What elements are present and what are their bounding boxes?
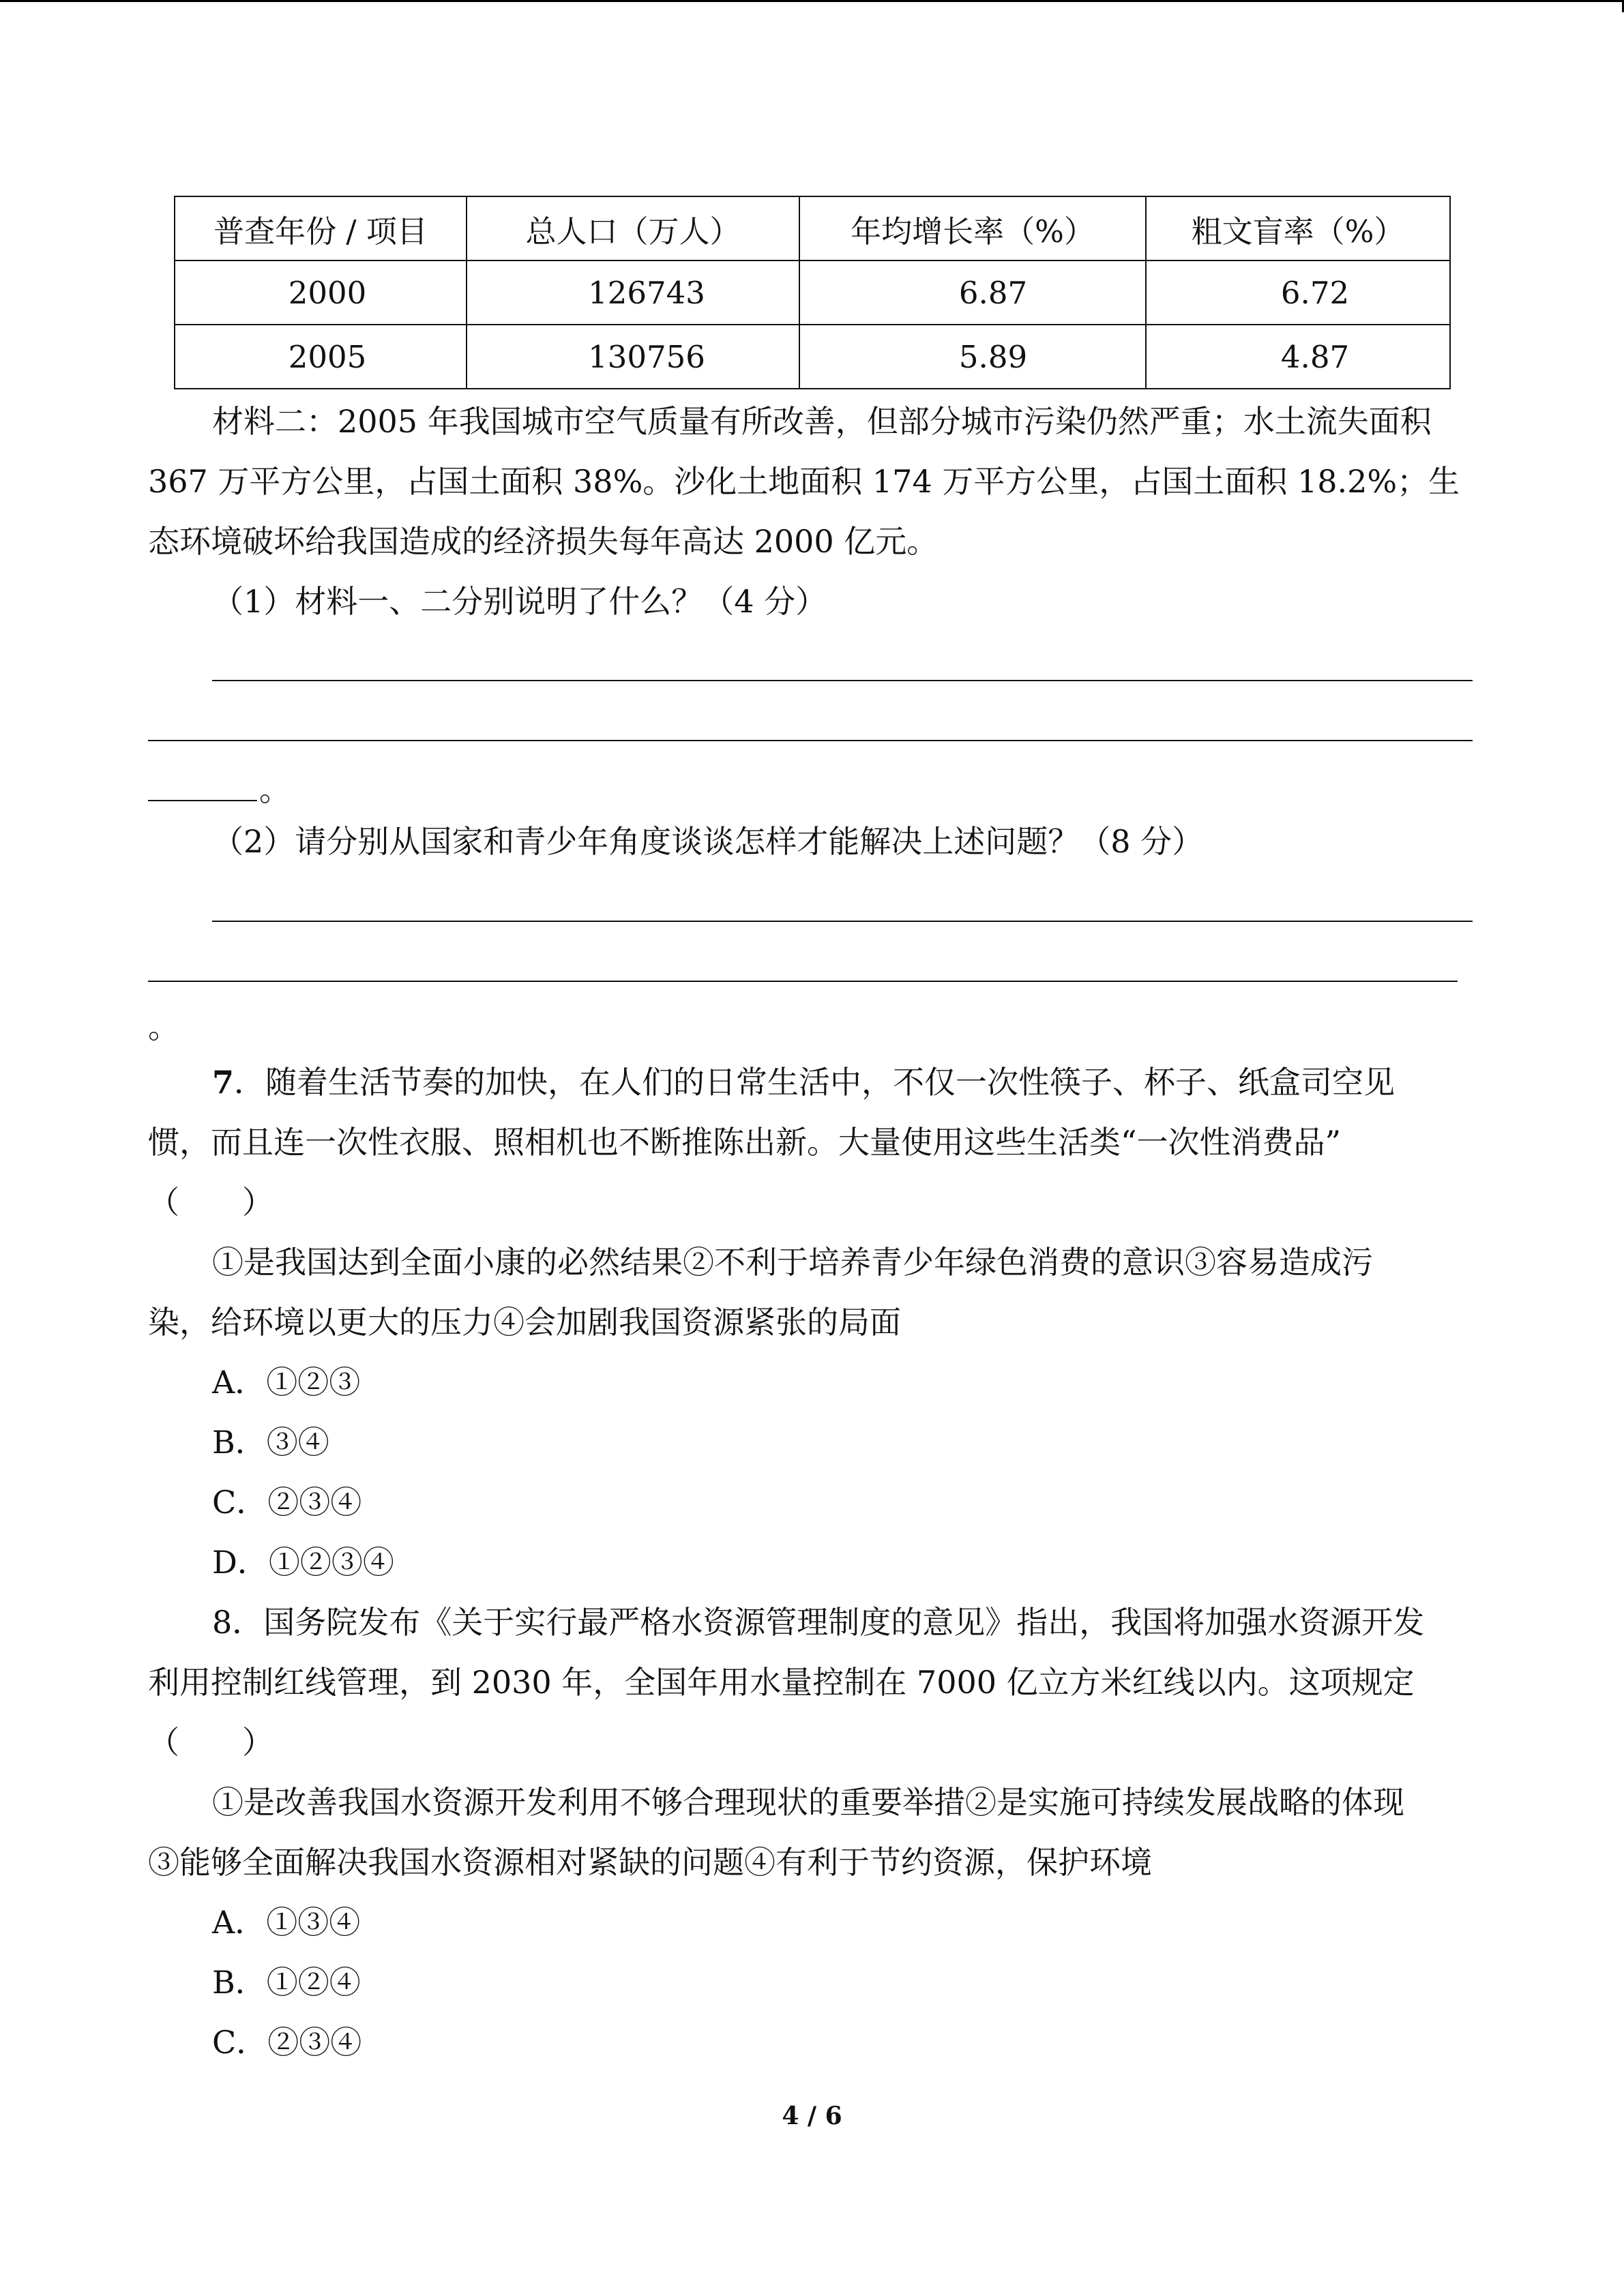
material2-line: 态环境破坏给我国造成的经济损失每年高达 2000 亿元。 — [148, 523, 939, 560]
option-d[interactable]: D．①②③④ — [212, 1544, 394, 1581]
question-7-line: 惯，而且连一次性衣服、照相机也不断推陈出新。大量使用这些生活类“一次性消费品” — [148, 1124, 1342, 1161]
answer-end-mark: 。 — [148, 1009, 179, 1045]
table-header-cell: 年均增长率（%） — [799, 196, 1146, 260]
option-b[interactable]: B．①②④ — [212, 1964, 361, 2001]
table-row — [175, 260, 1450, 325]
answer-bracket[interactable]: （ ） — [148, 1184, 274, 1221]
question-8-line: 8．国务院发布《关于实行最严格水资源管理制度的意见》指出，我国将加强水资源开发 — [212, 1604, 1425, 1641]
table-cell: 4.87 — [1146, 325, 1450, 389]
question-2-prompt: （2）请分别从国家和青少年角度谈谈怎样才能解决上述问题？（8 分） — [212, 823, 1204, 860]
table-cell: 6.72 — [1146, 260, 1450, 325]
census-table — [174, 196, 1451, 389]
answer-line[interactable] — [148, 800, 257, 801]
option-c[interactable]: C．②③④ — [212, 2024, 362, 2061]
question-1-prompt: （1）材料一、二分别说明了什么？（4 分） — [212, 583, 827, 620]
material2-line: 367 万平方公里，占国土面积 38%。沙化土地面积 174 万平方公里，占国土面积 18.2%；生 — [148, 463, 1460, 500]
table-header-cell: 普查年份 / 项目 — [175, 196, 467, 260]
question-7-text: ．随着生活节奏的加快，在人们的日常生活中，不仅一次性筷子、杯子、纸盒司空见 — [234, 1064, 1396, 1101]
question-7-statement: ①是我国达到全面小康的必然结果②不利于培养青少年绿色消费的意识③容易造成污 — [212, 1244, 1373, 1281]
table-cell: 2000 — [175, 260, 467, 325]
question-7-statement: 染，给环境以更大的压力④会加剧我国资源紧张的局面 — [148, 1304, 901, 1341]
answer-end-mark: 。 — [259, 771, 291, 808]
answer-line[interactable] — [212, 680, 1473, 681]
table-cell: 126743 — [467, 260, 799, 325]
table-header-cell: 总人口（万人） — [467, 196, 799, 260]
table-cell: 6.87 — [799, 260, 1146, 325]
option-b[interactable]: B．③④ — [212, 1424, 329, 1461]
table-header-row — [175, 196, 1450, 260]
answer-line[interactable] — [148, 981, 1458, 982]
table-cell: 5.89 — [799, 325, 1146, 389]
option-c[interactable]: C．②③④ — [212, 1484, 362, 1521]
table-cell: 2005 — [175, 325, 467, 389]
page-number: 4 / 6 — [782, 2102, 842, 2130]
page-top-border — [0, 0, 1624, 2]
question-8-statement: ①是改善我国水资源开发利用不够合理现状的重要举措②是实施可持续发展战略的体现 — [212, 1784, 1404, 1821]
question-7-line — [212, 1062, 1395, 1103]
question-7-number: 7 — [212, 1064, 235, 1101]
table-row — [175, 325, 1450, 389]
answer-bracket[interactable]: （ ） — [148, 1724, 274, 1761]
table-cell: 130756 — [467, 325, 799, 389]
option-a[interactable]: A．①③④ — [212, 1904, 361, 1941]
answer-line[interactable] — [148, 740, 1473, 741]
question-8-statement: ③能够全面解决我国水资源相对紧缺的问题④有利于节约资源，保护环境 — [148, 1844, 1152, 1881]
question-8-line: 利用控制红线管理，到 2030 年，全国年用水量控制在 7000 亿立方米红线以内。这项规定 — [148, 1664, 1415, 1701]
answer-line[interactable] — [212, 921, 1473, 922]
option-a[interactable]: A．①②③ — [212, 1364, 361, 1401]
table-header-cell: 粗文盲率（%） — [1146, 196, 1450, 260]
material2-line: 材料二：2005 年我国城市空气质量有所改善，但部分城市污染仍然严重；水土流失面积 — [212, 403, 1432, 440]
